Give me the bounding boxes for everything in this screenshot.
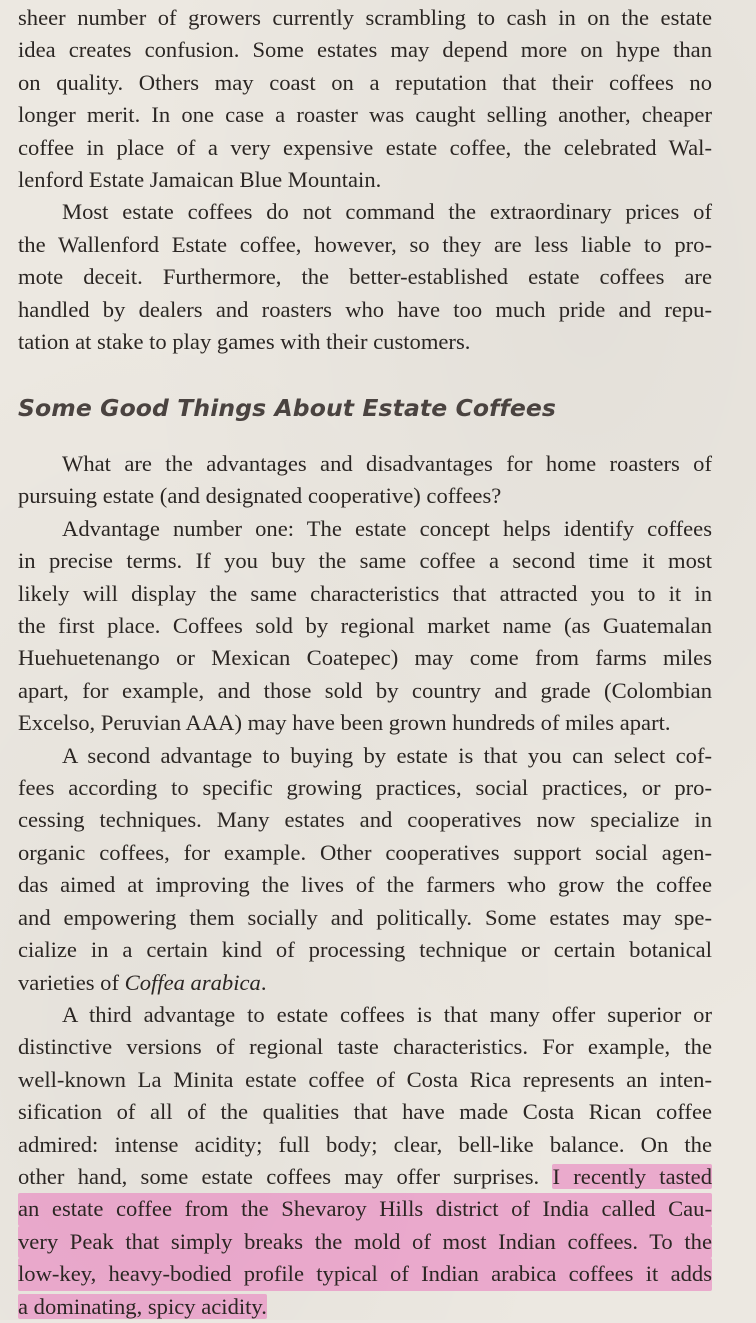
estate-advantages-section (18, 448, 712, 1323)
text-line: mote deceit. Furthermore, the better-established estate coffees are (18, 264, 712, 290)
text-line: idea creates confusion. Some estates may depend more on hype than (18, 37, 712, 63)
opening-section (18, 2, 712, 358)
highlighted-text: very Peak that simply breaks the mold of most Indian coffees. To the (18, 1226, 712, 1258)
text-line: cialize in a certain kind of processing technique or certain botanical (18, 937, 712, 963)
paragraph-wallenford (18, 196, 712, 358)
text-line: coffee in place of a very expensive estate coffee, the celebrated Wal- (18, 134, 712, 160)
text-line: on quality. Others may coast on a reputation that their coffees no (18, 69, 712, 95)
section-heading: Some Good Things About Estate Coffees (18, 394, 556, 422)
text-fragment: other hand, some estate coffees may offer surprises. (18, 1163, 553, 1189)
text-line: the first place. Coffees sold by regional market name (as Guatemalan (18, 613, 712, 639)
highlighted-text: I recently tasted (552, 1163, 712, 1189)
text-line: cessing techniques. Many estates and cooperatives now specialize in (18, 807, 712, 833)
text-line: sheer number of growers currently scrambling to cash in on the estate (18, 5, 712, 30)
text-line: longer merit. In one case a roaster was caught selling another, cheaper (18, 102, 712, 128)
text-line (18, 1226, 712, 1258)
text-line: sification of all of the qualities that have made Costa Rican coffee (18, 1099, 712, 1125)
text-line (18, 1161, 712, 1193)
text-line (18, 1258, 712, 1290)
text-line: in precise terms. If you buy the same coffee a second time it most (18, 548, 712, 574)
text-line: fees according to specific growing practices, social practices, or pro- (18, 775, 712, 801)
italic-species-name: Coffea arabica (124, 969, 261, 995)
text-line: apart, for example, and those sold by country and grade (Colombian (18, 677, 712, 703)
text-line (18, 1193, 712, 1225)
text-line: well-known La Minita estate coffee of Costa Rica represents an inten- (18, 1066, 712, 1092)
text-line: lenford Estate Jamaican Blue Mountain. (18, 167, 382, 193)
paragraph-advantage-two (18, 740, 712, 999)
text-line: likely will display the same characteristics that attracted you to it in (18, 580, 712, 606)
text-line: Advantage number one: The estate concept helps identify coffees (62, 515, 712, 541)
text-line: and empowering them socially and politically. Some estates may spe- (18, 904, 712, 930)
highlighted-text: low-key, heavy-bodied profile typical of Indian arabica coffees it adds (18, 1258, 712, 1290)
text-fragment: varieties of (18, 969, 125, 995)
text-line: A second advantage to buying by estate is that you can select cof- (62, 742, 712, 768)
text-fragment: . (260, 969, 267, 995)
text-line: das aimed at improving the lives of the farmers who grow the coffee (18, 872, 712, 898)
text-line: Most estate coffees do not command the extraordinary prices of (62, 199, 712, 225)
text-line: handled by dealers and roasters who have too much pride and repu- (18, 296, 712, 322)
text-line: tation at stake to play games with their customers. (18, 329, 471, 355)
text-line (18, 967, 712, 999)
text-line: Huehuetenango or Mexican Coatepec) may come from farms miles (18, 645, 712, 671)
paragraph-intro-question (18, 448, 712, 513)
text-line: the Wallenford Estate coffee, however, so they are less liable to pro- (18, 231, 712, 257)
highlighted-text: an estate coffee from the Shevaroy Hills district of India called Cau- (18, 1193, 712, 1225)
text-line: organic coffees, for example. Other cooperatives support social agen- (18, 839, 712, 865)
text-line: Excelso, Peruvian AAA) may have been grown hundreds of miles apart. (18, 710, 671, 736)
text-line: What are the advantages and disadvantages for home roasters of (62, 451, 712, 476)
text-line: pursuing estate (and designated cooperative) coffees? (18, 483, 502, 509)
highlighted-text: a dominating, spicy acidity. (18, 1293, 267, 1319)
text-line (18, 1291, 712, 1323)
paragraph-advantage-three (18, 999, 712, 1323)
text-line: admired: intense acidity; full body; clear, bell-like balance. On the (18, 1131, 712, 1157)
paragraph-continued (18, 2, 712, 196)
paragraph-advantage-one (18, 513, 712, 740)
text-line: distinctive versions of regional taste characteristics. For example, the (18, 1034, 712, 1060)
text-line: A third advantage to estate coffees is that many offer superior or (62, 1001, 712, 1027)
